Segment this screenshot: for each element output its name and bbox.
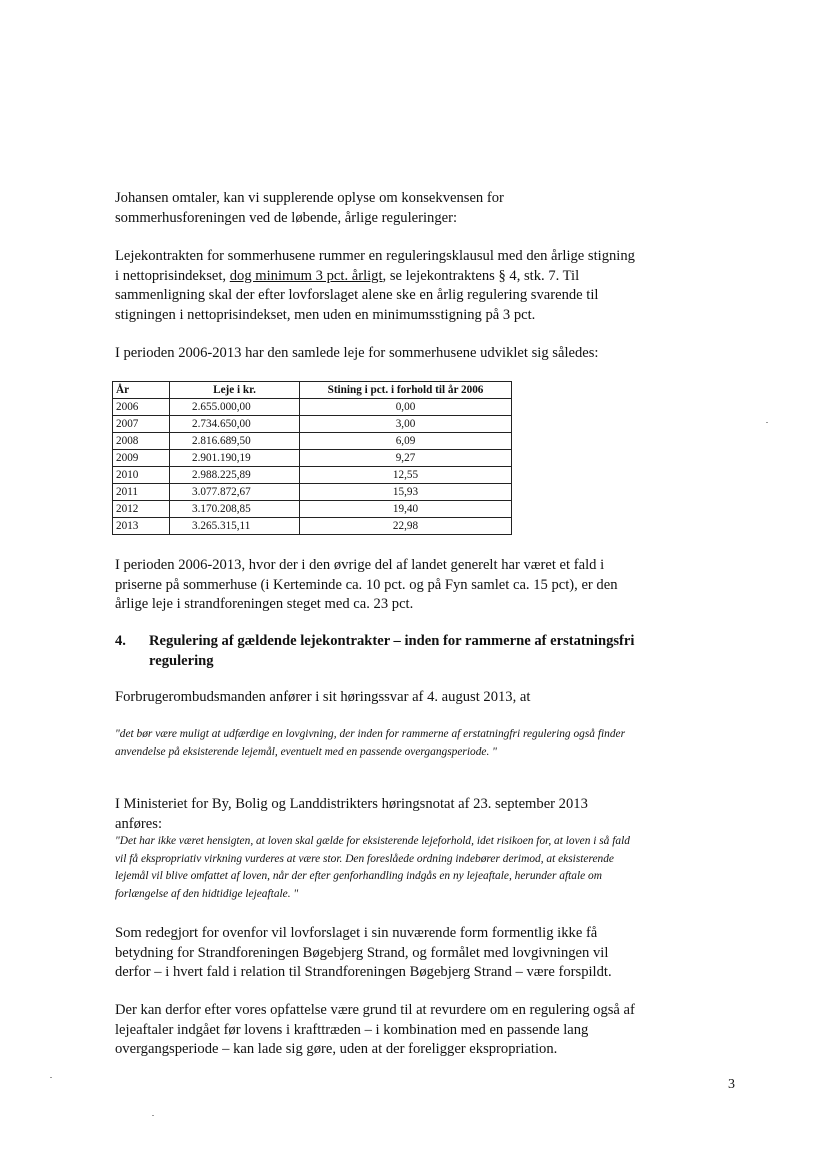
page-number: 3 (728, 1077, 735, 1092)
lease-clause-text-1: Lejekontrakten for sommerhusene rummer en reguleringsklausul med den årlige stigning i nettoprisindekset, (115, 248, 635, 284)
column-header-rent: Leje i kr. (170, 382, 300, 399)
rent-cell: 2.901.190,19 (170, 450, 300, 467)
table-row (113, 518, 512, 535)
rent-cell: 2.988.225,89 (170, 467, 300, 484)
scan-speck (50, 1077, 52, 1078)
rent-cell: 3.265.315,11 (170, 518, 300, 535)
year-cell: 2010 (113, 467, 170, 484)
increase-cell: 15,93 (300, 484, 512, 501)
increase-cell: 3,00 (300, 416, 512, 433)
year-cell: 2007 (113, 416, 170, 433)
lease-clause-text-2: , se lejekontraktens § 4, stk. 7. Til sammenligning skal der efter lovforslaget alene ske en årlig regulering svarende til stigningen i nettoprisindekset, men uden en minimumsstigning på 3 pct. (115, 267, 599, 323)
rent-development-table (112, 381, 512, 535)
paragraph-conclusion: Som redegjort for ovenfor vil lovforslaget i sin nuværende form formentlig ikke få betydning for Strandforeningen Bøgebjerg Strand, og formålet med lovgivningen vil derfor – i hvert fald i relation til Strandforeningen Bøgebjerg Strand – være forspildt. (115, 925, 612, 980)
table-row (113, 433, 512, 450)
paragraph-ministry-note: I Ministeriet for By, Bolig og Landdistrikters høringsnotat af 23. september 2013 anføres: (115, 796, 588, 832)
rent-cell: 3.077.872,67 (170, 484, 300, 501)
quote-consumer-ombudsman: "det bør være muligt at udfærdige en lovgivning, der inden for rammerne af erstatningfri regulering også finder anvendelse på eksisterende lejemål, eventuelt med en passende overgangsperiode. " (115, 728, 626, 758)
paragraph-consumer-ombudsman: Forbrugerombudsmanden anfører i sit høringssvar af 4. august 2013, at (115, 689, 531, 705)
table-row (113, 416, 512, 433)
column-header-increase: Stining i pct. i forhold til år 2006 (300, 382, 512, 399)
table-row (113, 484, 512, 501)
paragraph-price-comparison: I perioden 2006-2013, hvor der i den øvrige del af landet generelt har været et fald i priserne på sommerhuse (i Kerteminde ca. 10 pct. og på Fyn samlet ca. 15 pct), er den årlige leje i strandforeningen steget med ca. 23 pct. (115, 557, 618, 612)
increase-cell: 19,40 (300, 501, 512, 518)
section-title: Regulering af gældende lejekontrakter – inden for rammerne af erstatningsfri regulering (149, 633, 635, 669)
quote-ministry: "Det har ikke været hensigten, at loven skal gælde for eksisterende lejeforhold, idet risikoen for, at loven i så fald vil få ekspropriativ virkning vurderes at være stor. Den foreslåede ordning indebører derimod, at eksisterende lejemål vil blive omfattet af loven, når der efter genforhandling indgås en ny lejeaftale, herunder aftale om forlængelse af den hidtidige lejeaftale. " (115, 835, 630, 900)
increase-cell: 9,27 (300, 450, 512, 467)
table-row (113, 467, 512, 484)
table-row (113, 501, 512, 518)
lease-clause-underlined: dog minimum 3 pct. årligt (229, 267, 383, 284)
increase-cell: 22,98 (300, 518, 512, 535)
table-header-row (113, 382, 512, 399)
year-cell: 2013 (113, 518, 170, 535)
increase-cell: 12,55 (300, 467, 512, 484)
year-cell: 2009 (113, 450, 170, 467)
scan-speck (152, 1115, 154, 1116)
rent-cell: 2.734.650,00 (170, 416, 300, 433)
table-row (113, 450, 512, 467)
table-row (113, 399, 512, 416)
year-cell: 2011 (113, 484, 170, 501)
section-number: 4. (115, 633, 126, 649)
year-cell: 2008 (113, 433, 170, 450)
increase-cell: 0,00 (300, 399, 512, 416)
paragraph-lease-clause (115, 247, 635, 325)
rent-cell: 2.816.689,50 (170, 433, 300, 450)
column-header-year: År (113, 382, 170, 399)
scan-speck (766, 422, 768, 423)
paragraph-period-intro: I perioden 2006-2013 har den samlede leje for sommerhusene udviklet sig således: (115, 345, 599, 361)
paragraph-intro: Johansen omtaler, kan vi supplerende oplyse om konsekvensen for sommerhusforeningen ved de løbende, årlige reguleringer: (115, 190, 504, 226)
year-cell: 2006 (113, 399, 170, 416)
rent-cell: 2.655.000,00 (170, 399, 300, 416)
rent-cell: 3.170.208,85 (170, 501, 300, 518)
increase-cell: 6,09 (300, 433, 512, 450)
paragraph-recommendation: Der kan derfor efter vores opfattelse være grund til at revurdere om en regulering også af lejeaftaler indgået før lovens i krafttræden – i kombination med en passende lang overgangsperiode – kan lade sig gøre, uden at der foreligger ekspropriation. (115, 1002, 635, 1057)
year-cell: 2012 (113, 501, 170, 518)
